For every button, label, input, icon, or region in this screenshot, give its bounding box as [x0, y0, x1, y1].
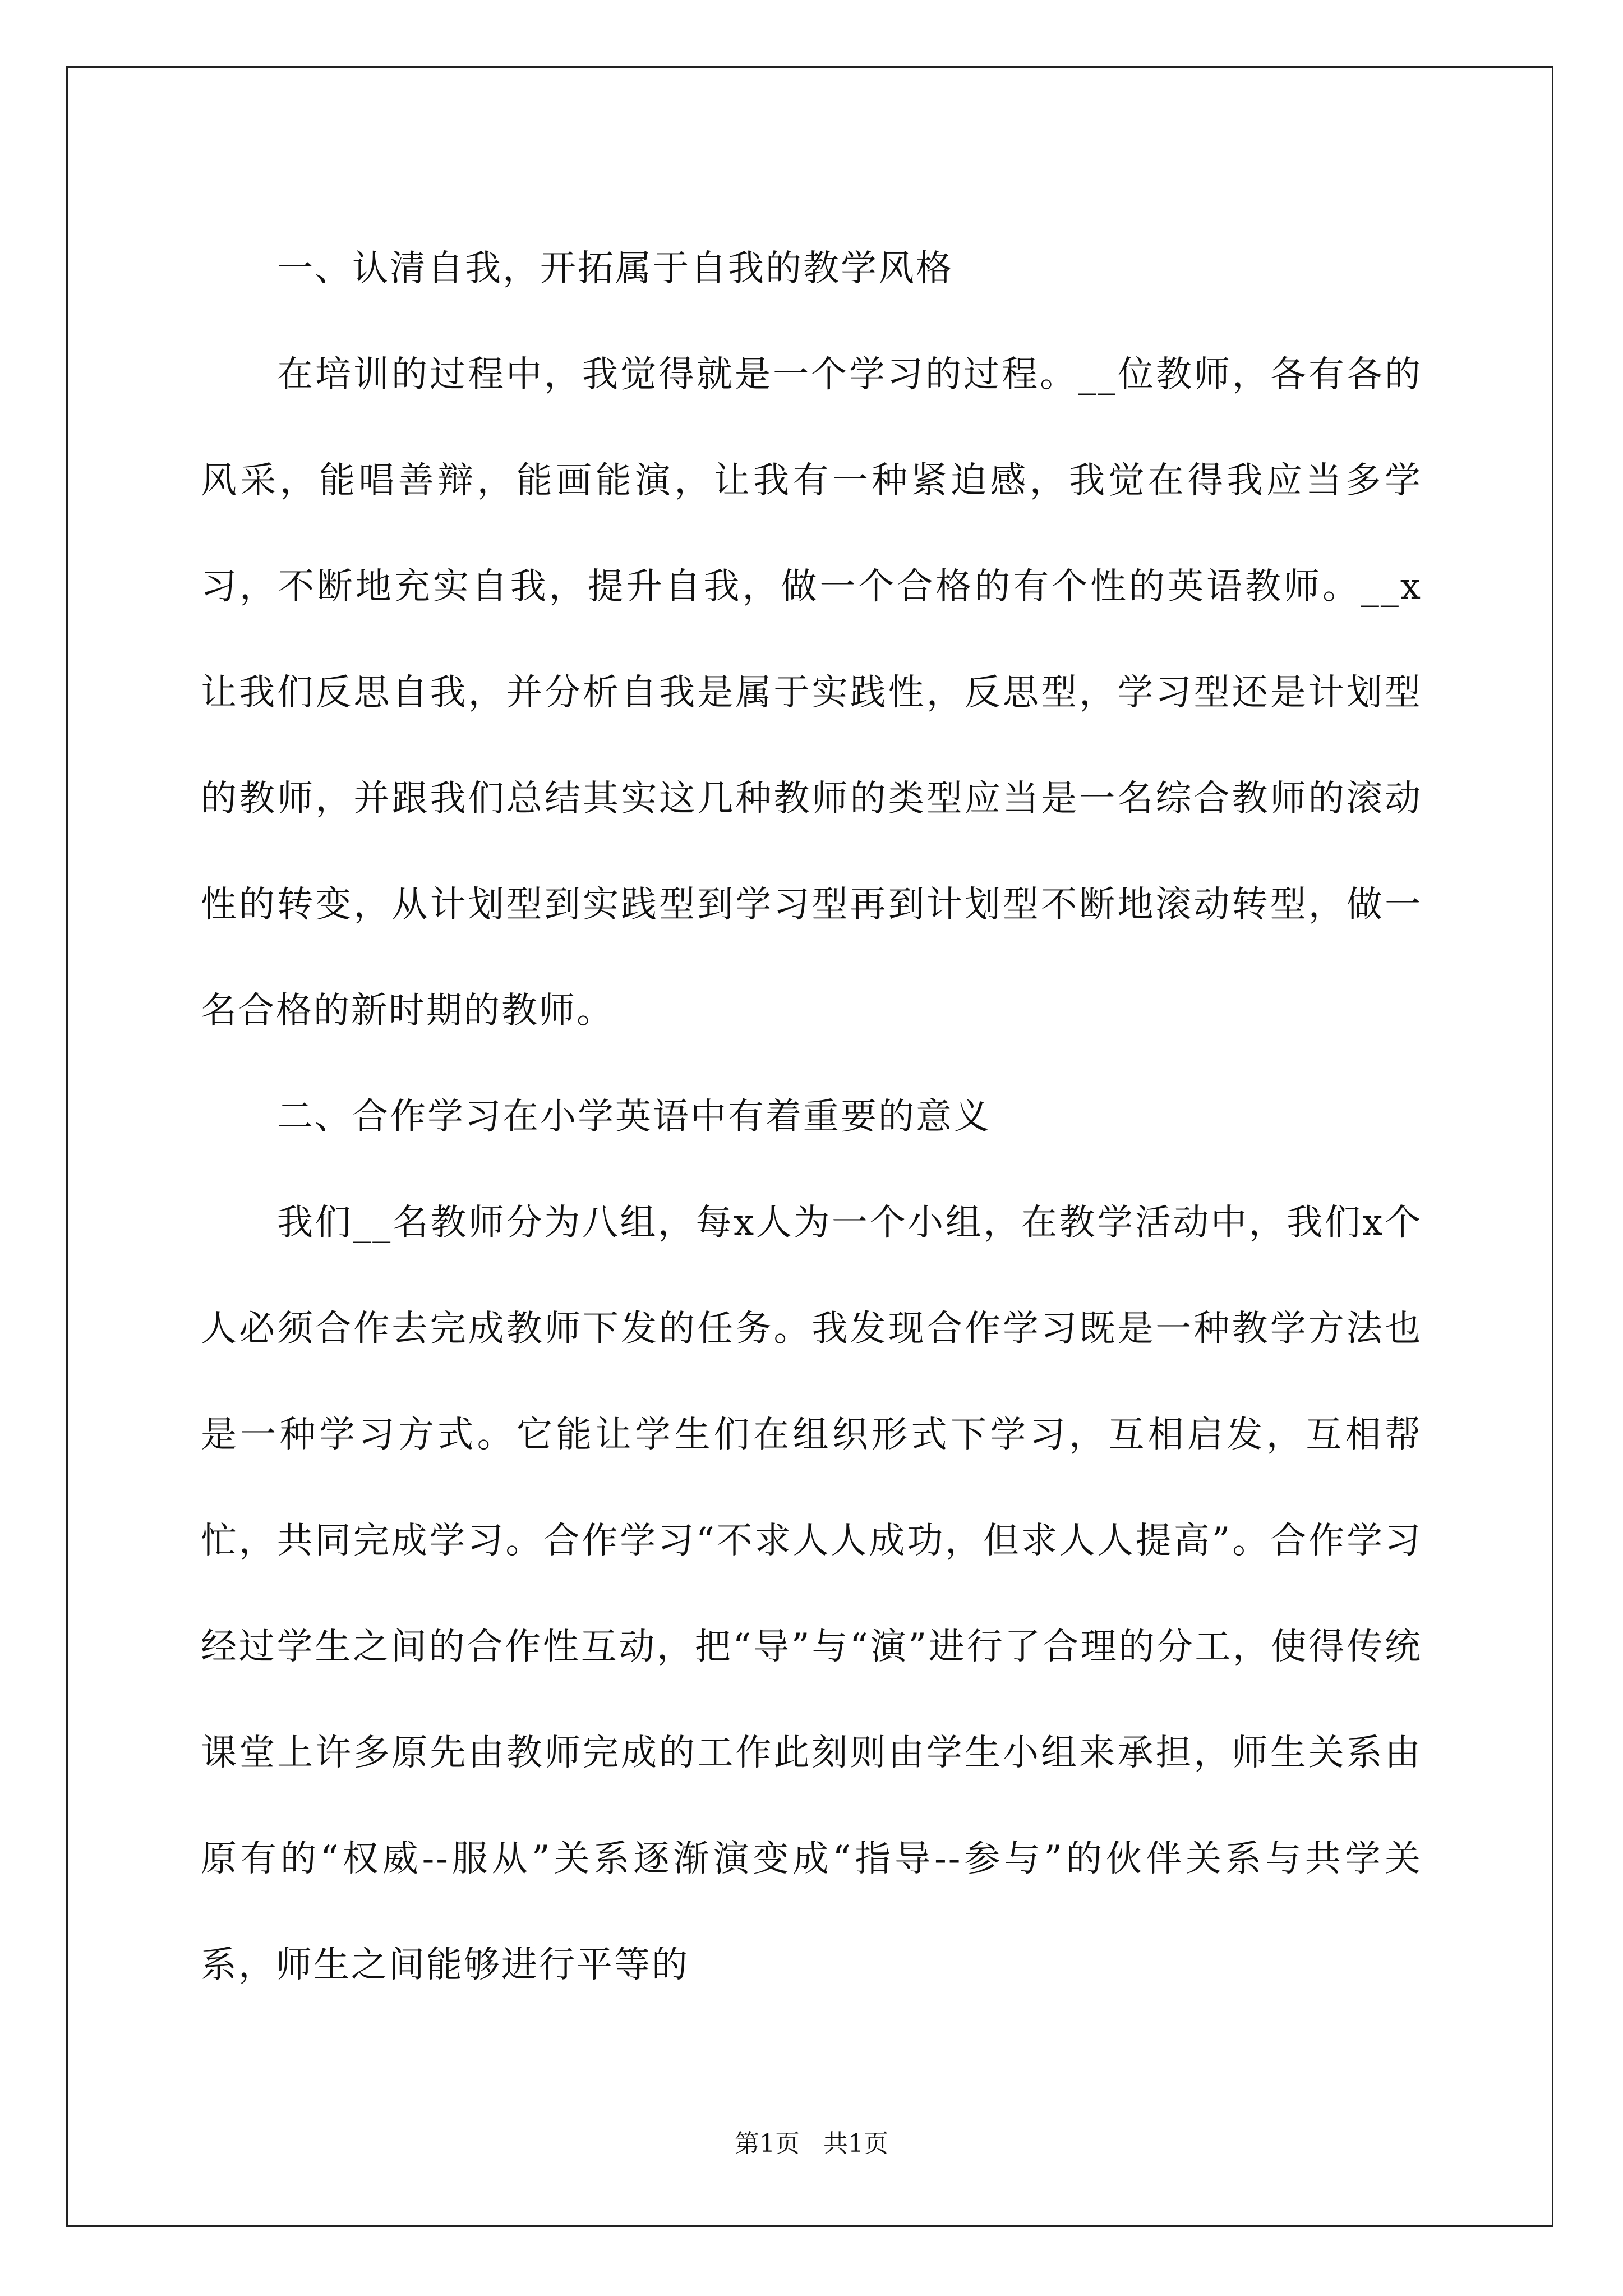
- page-number: 第1页: [735, 2129, 800, 2158]
- page-total: 共1页: [823, 2129, 888, 2158]
- section-heading-1: 一、认清自我，开拓属于自我的教学风格: [277, 248, 953, 289]
- document-body: [201, 216, 1422, 2018]
- body-paragraph-1: 在培训的过程中，我觉得就是一个学习的过程。__位教师，各有各的风采，能唱善辩，能画能演，让我有一种紧迫感，我觉在得我应当多学习，不断地充实自我，提升自我，做一个合格的有个性的英语教师。__x让我们反思自我，并分析自我是属于实践性，反思型，学习型还是计划型的教师，并跟我们总结其实这几种教师的类型应当是一名综合教师的滚动性的转变，从计划型到实践型到学习型再到计划型不断地滚动转型，做一名合格的新时期的教师。: [201, 354, 1422, 1032]
- section-heading-2: 二、合作学习在小学英语中有着重要的意义: [277, 1096, 991, 1138]
- page-footer: [0, 2127, 1623, 2161]
- body-paragraph-2: 我们__名教师分为八组，每x人为一个小组，在教学活动中，我们x个人必须合作去完成教师下发的任务。我发现合作学习既是一种教学方法也是一种学习方式。它能让学生们在组织形式下学习，互相启发，互相帮忙，共同完成学习。合作学习“不求人人成功，但求人人提高”。合作学习经过学生之间的合作性互动，把“导”与“演”进行了合理的分工，使得传统课堂上许多原先由教师完成的工作此刻则由学生小组来承担，师生关系由原有的“权威--服从”关系逐渐演变成“指导--参与”的伙伴关系与共学关系，师生之间能够进行平等的: [201, 1202, 1422, 1986]
